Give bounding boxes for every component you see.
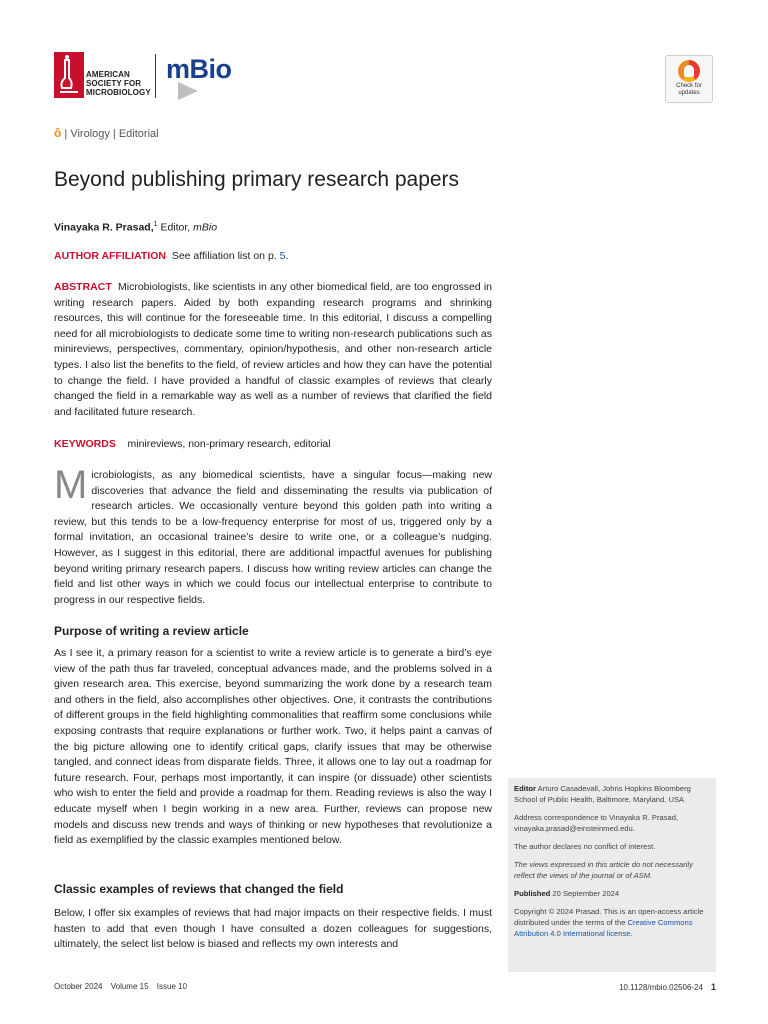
footer-issue-info	[54, 982, 193, 991]
author-role: Editor,	[157, 221, 194, 234]
affiliation-text: See affiliation list on p.	[171, 250, 280, 262]
purpose-paragraph: As I see it, a primary reason for a scientist to write a review article is to generate a bird’s eye view of the path thus far traveled, conceptual advances made, and the problems solved in a given research area. This exercise, beyond summarizing the work done by a research team and others in the field, also accomplishes other objectives. One, it contrasts the contributions of different groups in the field highlighting commonalities that reaffirm some conclusions while exposing contrasts that require explanations or further work. Two, it helps paint a canvas of the big picture allowing one to identify critical gaps, clarify issues that may be otherwise tangled, and connect ideas from disparate fields. Three, it allows one to lay out a roadmap for future research. Four, perhaps most importantly, it can inspire (or dissuade) other scientists who wish to enter the field and provide a roadmap for them. Reading reviews is also the way I educate myself when I begin working in a new area. Further, reviews can propose new models and discuss new trends and ways of thinking or new hypotheses that revolutionize a field as exemplified by the classic examples mentioned below.	[54, 647, 492, 847]
published-date	[514, 888, 710, 899]
check-for-updates-button[interactable]	[665, 55, 713, 103]
editor-text: Arturo Casadevall, Johns Hopkins Bloomberg School of Public Health, Baltimore, Maryland, USA	[514, 784, 691, 804]
section-heading: Classic examples of reviews that changed the field	[54, 882, 344, 896]
copyright-end: .	[630, 929, 633, 938]
society-name	[86, 70, 151, 97]
journal-logo-text: mBio	[166, 54, 232, 84]
views-disclaimer	[514, 859, 710, 881]
footer-issue: Issue 10	[156, 982, 188, 991]
classic-paragraph: Below, I offer six examples of reviews that had major impacts on their respective fields. I must hasten to add that even though I have consulted a dozen colleagues for suggestions, ultimately, the select list below is biased and reflects my own interests and	[54, 907, 492, 951]
drop-cap: M	[54, 463, 88, 507]
keywords-text: minireviews, non-primary research, editorial	[127, 438, 331, 450]
footer-volume: Volume 15	[110, 982, 149, 991]
journal-logo-arrow-icon	[178, 82, 198, 100]
author-affil-sup: 1	[153, 221, 158, 228]
header-divider	[155, 54, 156, 98]
abstract	[54, 280, 492, 420]
check-updates-line: Check for	[676, 83, 702, 89]
open-access-icon: ô	[54, 126, 62, 140]
affiliation-page-link[interactable]: 5	[279, 250, 286, 262]
article-category	[54, 126, 159, 140]
editor-label: Editor	[514, 784, 536, 793]
copyright-text: Copyright © 2024 Prasad. This is an open-access article distributed under the terms of the	[514, 907, 704, 927]
society-line: SOCIETY FOR	[86, 79, 142, 88]
editor-info	[514, 783, 710, 805]
views-text: The views expressed in this article do not necessarily reflect the views of the journal or of ASM.	[514, 860, 693, 880]
affiliation-label: AUTHOR AFFILIATION	[54, 250, 166, 262]
check-updates-line: updates	[678, 89, 700, 96]
asm-logo	[54, 52, 84, 98]
correspondence: Address correspondence to Vinayaka R. Prasad, vinayaka.prasad@einsteinmed.edu.	[514, 813, 679, 833]
category-text[interactable]: | Virology | Editorial	[64, 128, 159, 140]
journal-logo	[166, 54, 232, 85]
article-info-box	[508, 778, 716, 972]
footer-doi	[560, 982, 716, 992]
section-heading: Purpose of writing a review article	[54, 624, 249, 638]
doi-text[interactable]: 10.1128/mbio.02506-24	[619, 983, 703, 992]
author-affiliation	[54, 250, 288, 262]
society-line: MICROBIOLOGY	[86, 88, 151, 97]
intro-text: icrobiologists, as any biomedical scientists, have a singular focus—making new discoveries that advance the field and disseminating the results via publication of research articles. We occasionally venture beyond this golden path into writing a review, but this tends to be a low-frequency enterprise for most of us, triggered only by a formal invitation, an occasional trainee’s desire to write one, or a colleague’s nudging. However, as I suggest in this editorial, there are additional impactful avenues for publishing beyond writing primary research papers. I discuss how writing review articles can change the field and list other ways in which we could focus our intellectual enterprise to contribute to progress in our respective fields.	[54, 469, 492, 606]
author-name[interactable]: Vinayaka R. Prasad,	[54, 221, 154, 234]
published-label: Published	[514, 889, 551, 898]
license-link[interactable]: Creative Commons Attribution 4.0 International license	[514, 918, 693, 938]
page-number: 1	[710, 982, 716, 992]
keywords	[54, 438, 331, 450]
footer-date: October 2024	[54, 982, 103, 991]
copyright	[514, 906, 710, 939]
author-journal: mBio	[193, 221, 218, 234]
society-line: AMERICAN	[86, 70, 130, 79]
affiliation-end: .	[285, 250, 289, 262]
author-line	[54, 221, 217, 234]
intro-paragraph	[54, 463, 492, 608]
bookmark-icon	[678, 60, 700, 82]
conflict-statement: The author declares no conflict of interest.	[514, 842, 656, 851]
published-value: 20 September 2024	[552, 889, 620, 898]
abstract-text: Microbiologists, like scientists in any other biomedical field, are too engrossed in writing research papers. Aided by both expanding research programs and shrinking resources, this will continue for the foreseeable time. In this editorial, I discuss a compelling need for all microbiologists to dedicate some time to writing non-research publications such as minireviews, perspectives, commentary, opinion/hypothesis, and other non-research article types. I also list the benefits to the field, of review articles and how they can have the potential to change the field. I have provided a handful of classic examples of reviews that clearly changed the field in a remarkable way as well as a number of reviews that clarified the field and facilitated future research.	[54, 281, 492, 418]
abstract-label: ABSTRACT	[54, 281, 112, 293]
article-title: Beyond publishing primary research papers	[54, 168, 460, 191]
check-for-updates-label	[666, 83, 712, 96]
keywords-label: KEYWORDS	[54, 438, 116, 450]
